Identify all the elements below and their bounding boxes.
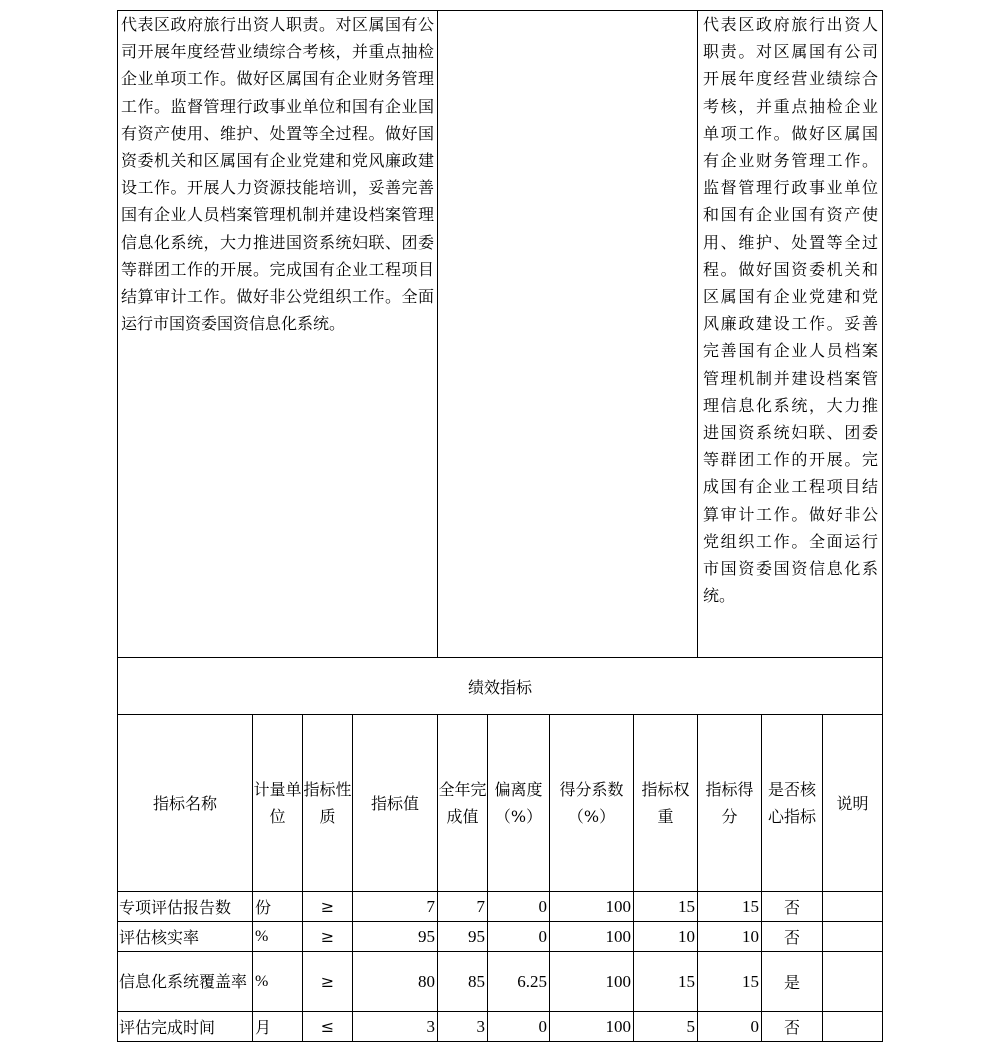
cell-coef: 100 <box>550 922 634 952</box>
header-score: 指标得分 <box>698 715 762 892</box>
cell-unit: % <box>253 922 303 952</box>
cell-note <box>823 922 883 952</box>
performance-sheet <box>117 10 882 1042</box>
cell-score: 15 <box>698 892 762 922</box>
cell-target: 80 <box>353 952 438 1012</box>
header-note: 说明 <box>823 715 883 892</box>
cell-target: 3 <box>353 1012 438 1042</box>
cell-nature: ≤ <box>303 1012 353 1042</box>
description-row <box>118 11 883 658</box>
cell-target: 7 <box>353 892 438 922</box>
cell-unit: 份 <box>253 892 303 922</box>
cell-core: 否 <box>762 1012 823 1042</box>
header-target: 指标值 <box>353 715 438 892</box>
header-nature: 指标性质 <box>303 715 353 892</box>
cell-deviation: 0 <box>488 1012 550 1042</box>
cell-nature: ≥ <box>303 952 353 1012</box>
table-row <box>118 922 883 952</box>
cell-name: 评估核实率 <box>118 922 253 952</box>
cell-nature: ≥ <box>303 892 353 922</box>
cell-deviation: 0 <box>488 892 550 922</box>
header-name: 指标名称 <box>118 715 253 892</box>
cell-unit: % <box>253 952 303 1012</box>
cell-actual: 95 <box>438 922 488 952</box>
cell-score: 0 <box>698 1012 762 1042</box>
cell-score: 15 <box>698 952 762 1012</box>
cell-actual: 85 <box>438 952 488 1012</box>
cell-note <box>823 952 883 1012</box>
description-left-cell <box>118 11 438 658</box>
cell-core: 否 <box>762 922 823 952</box>
cell-weight: 5 <box>634 1012 698 1042</box>
cell-actual: 7 <box>438 892 488 922</box>
header-coef: 得分系数（%） <box>550 715 634 892</box>
cell-unit: 月 <box>253 1012 303 1042</box>
description-table <box>117 10 883 715</box>
cell-deviation: 0 <box>488 922 550 952</box>
cell-name: 信息化系统覆盖率 <box>118 952 253 1012</box>
header-actual: 全年完成值 <box>438 715 488 892</box>
table-row <box>118 892 883 922</box>
section-title: 绩效指标 <box>118 658 883 715</box>
table-row <box>118 1012 883 1042</box>
cell-coef: 100 <box>550 892 634 922</box>
cell-coef: 100 <box>550 952 634 1012</box>
cell-weight: 15 <box>634 892 698 922</box>
cell-weight: 10 <box>634 922 698 952</box>
cell-coef: 100 <box>550 1012 634 1042</box>
header-weight: 指标权重 <box>634 715 698 892</box>
cell-score: 10 <box>698 922 762 952</box>
description-right-cell <box>698 11 883 658</box>
cell-actual: 3 <box>438 1012 488 1042</box>
header-deviation: 偏离度（%） <box>488 715 550 892</box>
cell-name: 专项评估报告数 <box>118 892 253 922</box>
indicator-header-row <box>118 715 883 892</box>
cell-nature: ≥ <box>303 922 353 952</box>
header-core: 是否核心指标 <box>762 715 823 892</box>
header-unit: 计量单位 <box>253 715 303 892</box>
cell-deviation: 6.25 <box>488 952 550 1012</box>
indicator-table <box>117 714 883 1042</box>
cell-name: 评估完成时间 <box>118 1012 253 1042</box>
cell-note <box>823 1012 883 1042</box>
section-title-row <box>118 658 883 715</box>
table-row <box>118 952 883 1012</box>
cell-target: 95 <box>353 922 438 952</box>
cell-core: 否 <box>762 892 823 922</box>
cell-weight: 15 <box>634 952 698 1012</box>
description-middle-cell <box>438 11 698 658</box>
description-right-text: 代表区政府旅行出资人职责。对区属国有公司开展年度经营业绩综合考核，并重点抽检企业单项工作。做好区属国有企业财务管理工作。监督管理行政事业单位和国有企业国有资产使用、维护、处置等全过程。做好国资委机关和区属国有企业党建和党风廉政建设工作。妥善完善国有企业人员档案管理机制并建设档案管理信息化系统，大力推进国资系统妇联、团委等群团工作的开展。完成国有企业工程项目结算审计工作。做好非公党组织工作。全面运行市国资委国资信息化系统。 <box>703 15 878 606</box>
cell-note <box>823 892 883 922</box>
cell-core: 是 <box>762 952 823 1012</box>
description-left-text: 代表区政府旅行出资人职责。对区属国有公司开展年度经营业绩综合考核，并重点抽检企业单项工作。做好区属国有企业财务管理工作。监督管理行政事业单位和国有企业国有资产使用、维护、处置等全过程。做好国资委机关和区属国有企业党建和党风廉政建设工作。开展人力资源技能培训，妥善完善国有企业人员档案管理机制并建设档案管理信息化系统，大力推进国资系统妇联、团委等群团工作的开展。完成国有企业工程项目结算审计工作。做好非公党组织工作。全面运行市国资委国资信息化系统。 <box>121 15 434 334</box>
